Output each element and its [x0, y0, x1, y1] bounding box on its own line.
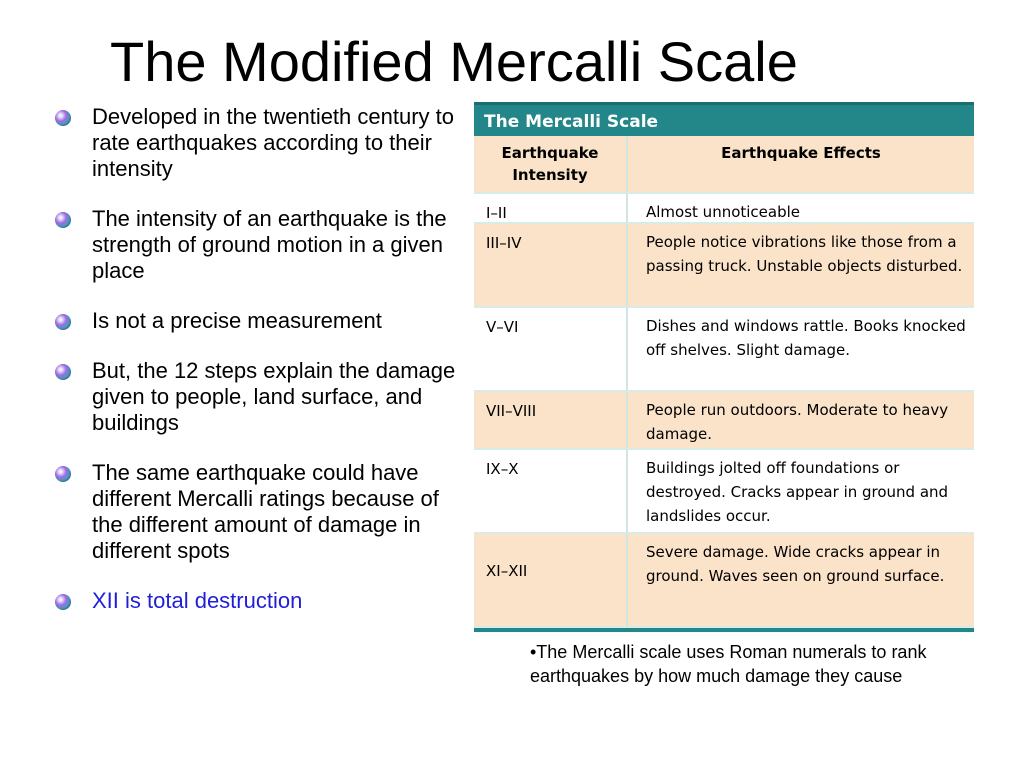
- intensity-cell: I–II: [474, 194, 628, 222]
- bullet-item-highlight: [52, 588, 462, 614]
- bullet-list: [52, 104, 462, 638]
- caption-note: •The Mercalli scale uses Roman numerals to rank earthquakes by how much damage they cause: [530, 642, 927, 686]
- effects-cell: People notice vibrations like those from a passing truck. Unstable objects disturbed.: [646, 233, 963, 275]
- table-row: [474, 224, 974, 308]
- column-header-intensity: Earthquake Intensity: [474, 136, 628, 192]
- bullet-item: [52, 358, 462, 436]
- intensity-cell: XI–XII: [474, 534, 628, 626]
- table-column-headers: [474, 136, 974, 194]
- slide-title: The Modified Mercalli Scale: [110, 30, 798, 93]
- table-title: The Mercalli Scale: [474, 102, 974, 136]
- column-header-effects: Earthquake Effects: [721, 144, 881, 162]
- table-row: [474, 308, 974, 392]
- table-bottom-rule: [474, 628, 974, 632]
- bullet-item: [52, 206, 462, 284]
- bullet-text: But, the 12 steps explain the damage given to people, land surface, and buildings: [92, 358, 456, 435]
- table-row: [474, 450, 974, 534]
- bullet-sphere-icon: [55, 110, 71, 126]
- bullet-sphere-icon: [55, 466, 71, 482]
- intensity-cell: VII–VIII: [474, 392, 628, 448]
- intensity-cell: IX–X: [474, 450, 628, 532]
- effects-cell: Buildings jolted off foundations or destroyed. Cracks appear in ground and landslides occur.: [646, 459, 949, 525]
- effects-cell: People run outdoors. Moderate to heavy damage.: [646, 401, 949, 443]
- bullet-sphere-icon: [55, 314, 71, 330]
- bullet-sphere-icon: [55, 594, 71, 610]
- table-row: [474, 534, 974, 628]
- bullet-item: [52, 460, 462, 564]
- effects-cell: Dishes and windows rattle. Books knocked off shelves. Slight damage.: [646, 317, 966, 359]
- bullet-item: [52, 308, 462, 334]
- effects-cell: Severe damage. Wide cracks appear in ground. Waves seen on ground surface.: [646, 543, 945, 585]
- bullet-item: [52, 104, 462, 182]
- bullet-text: XII is total destruction: [92, 588, 303, 613]
- table-row: [474, 194, 974, 224]
- bullet-text: Developed in the twentieth century to rate earthquakes according to their intensity: [92, 104, 455, 181]
- intensity-cell: V–VI: [474, 308, 628, 390]
- mercalli-table: [474, 102, 974, 632]
- bullet-sphere-icon: [55, 364, 71, 380]
- bullet-text: The intensity of an earthquake is the strength of ground motion in a given place: [92, 206, 447, 283]
- bullet-sphere-icon: [55, 212, 71, 228]
- table-row: [474, 392, 974, 450]
- bullet-text: Is not a precise measurement: [92, 308, 382, 333]
- effects-cell: Almost unnoticeable: [646, 203, 801, 221]
- intensity-cell: III–IV: [474, 224, 628, 306]
- bullet-text: The same earthquake could have different Mercalli ratings because of the different amount of damage in different spots: [92, 460, 439, 563]
